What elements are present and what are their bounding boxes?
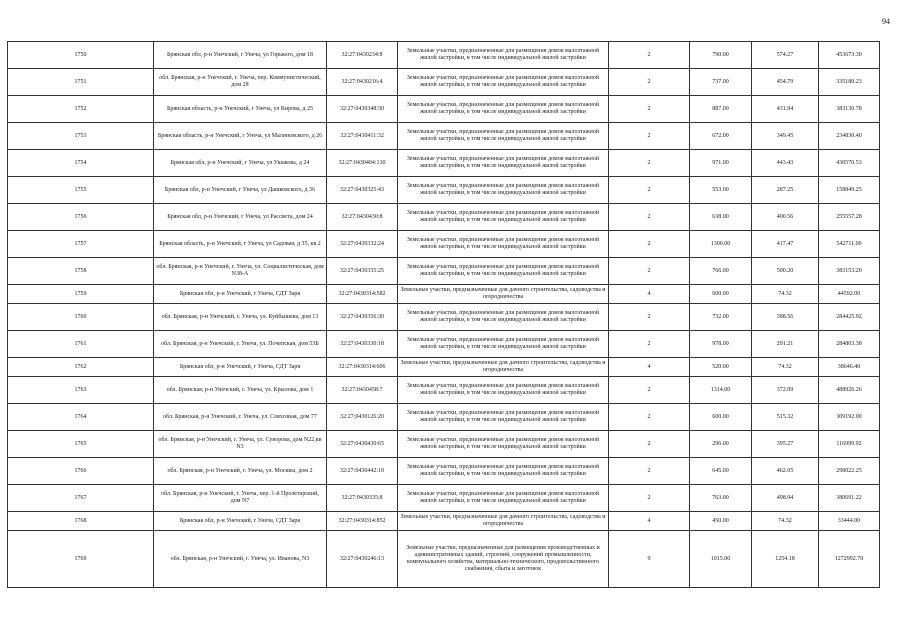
row-number-cell: 1754	[8, 150, 154, 177]
address-cell: обл. Брянская, р-н Унечский, г. Унеча, пер. 1-й Пролетарский, дом N7	[154, 485, 327, 512]
cadastral-value-cell: 430570.53	[819, 150, 880, 177]
area-cell: 645.00	[690, 458, 752, 485]
specific-value-cell: 454.79	[752, 69, 819, 96]
address-cell: Брянская область, р-н Унечский, г Унеча, ул Садовая, д 35, кв 2	[154, 231, 327, 258]
row-number-cell: 1764	[8, 404, 154, 431]
cadastral-value-cell: 284803.38	[819, 331, 880, 358]
table-row	[8, 285, 880, 304]
table-row	[8, 204, 880, 231]
use-group-cell: 2	[609, 458, 690, 485]
area-cell: 296.00	[690, 431, 752, 458]
permitted-use-cell: Земельные участки, предназначенные для размещения домов малоэтажной жилой застройки, в том числе индивидуальной жилой застройки	[398, 304, 609, 331]
cadastral-number-cell: 32:27:0430126:20	[327, 404, 398, 431]
cadastral-value-cell: 158849.25	[819, 177, 880, 204]
table-row	[8, 96, 880, 123]
permitted-use-cell: Земельные участки, предназначенные для размещения домов малоэтажной жилой застройки, в том числе индивидуальной жилой застройки	[398, 42, 609, 69]
address-cell: обл. Брянская, р-н Унечский, г. Унеча, ул. Крылова, дом 1	[154, 377, 327, 404]
permitted-use-cell: Земельные участки, предназначенные для размещения домов малоэтажной жилой застройки, в том числе индивидуальной жилой застройки	[398, 231, 609, 258]
row-number-cell: 1761	[8, 331, 154, 358]
use-group-cell: 2	[609, 404, 690, 431]
use-group-cell: 2	[609, 485, 690, 512]
table-row	[8, 69, 880, 96]
use-group-cell: 2	[609, 258, 690, 285]
permitted-use-cell: Земельные участки, предназначенные для размещения домов малоэтажной жилой застройки, в том числе индивидуальной жилой застройки	[398, 485, 609, 512]
cadastral-value-cell: 335180.23	[819, 69, 880, 96]
use-group-cell: 2	[609, 69, 690, 96]
permitted-use-cell: Земельные участки, предназначенные для размещения домов малоэтажной жилой застройки, в том числе индивидуальной жилой застройки	[398, 331, 609, 358]
permitted-use-cell: Земельные участки, предназначенные для дачного строительства, садоводства и огородничества	[398, 512, 609, 531]
row-number-cell: 1750	[8, 42, 154, 69]
specific-value-cell: 395.27	[752, 431, 819, 458]
row-number-cell: 1752	[8, 96, 154, 123]
cadastral-value-cell: 38646.40	[819, 358, 880, 377]
permitted-use-cell: Земельные участки, предназначенные для размещения домов малоэтажной жилой застройки, в том числе индивидуальной жилой застройки	[398, 431, 609, 458]
address-cell: Брянская область, р-н Унечский, г Унеча, ул Кирова, д 25	[154, 96, 327, 123]
permitted-use-cell: Земельные участки, предназначенные для дачного строительства, садоводства и огородничества	[398, 285, 609, 304]
table-row	[8, 431, 880, 458]
address-cell: обл. Брянская, р-н Унечский, г. Унеча, ул. Совхозная, дом 77	[154, 404, 327, 431]
area-cell: 887.00	[690, 96, 752, 123]
area-cell: 978.00	[690, 331, 752, 358]
permitted-use-cell: Земельные участки, предназначенные для размещения домов малоэтажной жилой застройки, в том числе индивидуальной жилой застройки	[398, 258, 609, 285]
area-cell: 672.00	[690, 123, 752, 150]
table-row	[8, 358, 880, 377]
cadastral-number-cell: 32:27:0430314:606	[327, 358, 398, 377]
address-cell: Брянская обл, р-н Унечский, г Унеча, СДТ Заря	[154, 358, 327, 377]
cadastral-value-cell: 309192.00	[819, 404, 880, 431]
cadastral-number-cell: 32:27:0430314:852	[327, 512, 398, 531]
address-cell: обл. Брянская, р-н Унечский, г. Унеча, пер. Коммунистический, дом 28	[154, 69, 327, 96]
area-cell: 1300.00	[690, 231, 752, 258]
table-row	[8, 150, 880, 177]
specific-value-cell: 515.32	[752, 404, 819, 431]
area-cell: 1314.00	[690, 377, 752, 404]
cadastral-value-cell: 33444.00	[819, 512, 880, 531]
specific-value-cell: 417.47	[752, 231, 819, 258]
cadastral-value-cell: 453673.30	[819, 42, 880, 69]
row-number-cell: 1755	[8, 177, 154, 204]
table-body	[8, 42, 880, 588]
specific-value-cell: 431.94	[752, 96, 819, 123]
table-row	[8, 485, 880, 512]
row-number-cell: 1758	[8, 258, 154, 285]
cadastral-value-cell: 1272992.70	[819, 531, 880, 588]
table-row	[8, 304, 880, 331]
row-number-cell: 1767	[8, 485, 154, 512]
use-group-cell: 2	[609, 304, 690, 331]
address-cell: обл. Брянская, р-н Унечский, г. Унеча, ул. Куйбышева, дом 13	[154, 304, 327, 331]
row-number-cell: 1763	[8, 377, 154, 404]
use-group-cell: 4	[609, 512, 690, 531]
row-number-cell: 1756	[8, 204, 154, 231]
permitted-use-cell: Земельные участки, предназначенные для размещения домов малоэтажной жилой застройки, в том числе индивидуальной жилой застройки	[398, 377, 609, 404]
address-cell: обл. Брянская, р-н Унечский, г. Унеча, ул. Социалистическая, дом N38-А	[154, 258, 327, 285]
area-cell: 766.00	[690, 258, 752, 285]
area-cell: 600.00	[690, 404, 752, 431]
address-cell: Брянская область, р-н Унечский, г Унеча, ул Малиновского, д 26	[154, 123, 327, 150]
permitted-use-cell: Земельные участки, предназначенные для размещения домов малоэтажной жилой застройки, в том числе индивидуальной жилой застройки	[398, 150, 609, 177]
area-cell: 732.00	[690, 304, 752, 331]
row-number-cell: 1757	[8, 231, 154, 258]
cadastral-value-cell: 542711.00	[819, 231, 880, 258]
specific-value-cell: 287.25	[752, 177, 819, 204]
row-number-cell: 1753	[8, 123, 154, 150]
specific-value-cell: 400.56	[752, 204, 819, 231]
address-cell: Брянская обл, р-н Унечский, г Унеча, ул Ушакова, д 24	[154, 150, 327, 177]
cadastral-value-cell: 284425.92	[819, 304, 880, 331]
cadastral-number-cell: 32:27:0430335:8	[327, 485, 398, 512]
use-group-cell: 2	[609, 177, 690, 204]
cadastral-number-cell: 32:27:0430330:18	[327, 331, 398, 358]
use-group-cell: 2	[609, 150, 690, 177]
cadastral-number-cell: 32:27:0430404:130	[327, 150, 398, 177]
use-group-cell: 4	[609, 358, 690, 377]
address-cell: Брянская обл, р-н Унечский, г Унеча, ул Горького, дом 18	[154, 42, 327, 69]
cadastral-value-cell: 44592.00	[819, 285, 880, 304]
use-group-cell: 2	[609, 331, 690, 358]
permitted-use-cell: Земельные участки, предназначенные для размещения домов малоэтажной жилой застройки, в том числе индивидуальной жилой застройки	[398, 96, 609, 123]
use-group-cell: 9	[609, 531, 690, 588]
address-cell: обл. Брянская, р-н Унечский, г. Унеча, ул. Москвы, дом 2	[154, 458, 327, 485]
cadastral-number-cell: 32:27:0430411:32	[327, 123, 398, 150]
row-number-cell: 1769	[8, 531, 154, 588]
specific-value-cell: 1254.18	[752, 531, 819, 588]
area-cell: 638.00	[690, 204, 752, 231]
table-row	[8, 377, 880, 404]
cadastral-value-cell: 234830.40	[819, 123, 880, 150]
specific-value-cell: 500.20	[752, 258, 819, 285]
permitted-use-cell: Земельные участки, предназначенные для размещения производственных и административных зданий, строений, сооружений промышленности, коммунального хозяйства, материально-технического, продовольственного снабжения, сбыта и заготовок	[398, 531, 609, 588]
cadastral-value-cell: 255557.28	[819, 204, 880, 231]
cadastral-number-cell: 32:27:0430430:8	[327, 204, 398, 231]
address-cell: обл. Брянская, р-н Унечский, г. Унеча, ул. Суворова, дом N22,кв N3	[154, 431, 327, 458]
cadastral-number-cell: 32:27:0430216:4	[327, 69, 398, 96]
area-cell: 450.00	[690, 512, 752, 531]
area-cell: 520.00	[690, 358, 752, 377]
area-cell: 1015.00	[690, 531, 752, 588]
permitted-use-cell: Земельные участки, предназначенные для размещения домов малоэтажной жилой застройки, в том числе индивидуальной жилой застройки	[398, 204, 609, 231]
cadastral-number-cell: 32:27:0430246:13	[327, 531, 398, 588]
cadastral-number-cell: 32:27:0430234:8	[327, 42, 398, 69]
specific-value-cell: 498.94	[752, 485, 819, 512]
cadastral-number-cell: 32:27:0430442:10	[327, 458, 398, 485]
table-row	[8, 458, 880, 485]
table-row	[8, 177, 880, 204]
specific-value-cell: 291.21	[752, 331, 819, 358]
specific-value-cell: 349.45	[752, 123, 819, 150]
specific-value-cell: 74.32	[752, 358, 819, 377]
use-group-cell: 2	[609, 231, 690, 258]
use-group-cell: 2	[609, 431, 690, 458]
specific-value-cell: 372.09	[752, 377, 819, 404]
area-cell: 600.00	[690, 285, 752, 304]
permitted-use-cell: Земельные участки, предназначенные для размещения домов малоэтажной жилой застройки, в том числе индивидуальной жилой застройки	[398, 123, 609, 150]
cadastral-value-cell: 488926.26	[819, 377, 880, 404]
address-cell: Брянская обл, р-н Унечский, г Унеча, СДТ Заря	[154, 285, 327, 304]
cadastral-value-cell: 380691.22	[819, 485, 880, 512]
table-row	[8, 404, 880, 431]
row-number-cell: 1768	[8, 512, 154, 531]
row-number-cell: 1766	[8, 458, 154, 485]
cadastral-value-cell: 383153.20	[819, 258, 880, 285]
use-group-cell: 2	[609, 123, 690, 150]
cadastral-value-cell: 116999.92	[819, 431, 880, 458]
row-number-cell: 1765	[8, 431, 154, 458]
address-cell: обл. Брянская, р-н Унечский, г. Унеча, ул. Иванова, N3	[154, 531, 327, 588]
use-group-cell: 4	[609, 285, 690, 304]
area-cell: 971.00	[690, 150, 752, 177]
permitted-use-cell: Земельные участки, предназначенные для размещения домов малоэтажной жилой застройки, в том числе индивидуальной жилой застройки	[398, 69, 609, 96]
cadastral-number-cell: 32:27:0430314:582	[327, 285, 398, 304]
cadastral-number-cell: 32:27:0430325:43	[327, 177, 398, 204]
permitted-use-cell: Земельные участки, предназначенные для дачного строительства, садоводства и огородничества	[398, 358, 609, 377]
cadastral-value-cell: 383130.78	[819, 96, 880, 123]
cadastral-number-cell: 32:27:0430332:24	[327, 231, 398, 258]
table-row	[8, 331, 880, 358]
area-cell: 737.00	[690, 69, 752, 96]
cadastral-number-cell: 32:27:0430348:30	[327, 96, 398, 123]
address-cell: Брянская обл, р-н Унечский, г Унеча, СДТ Заря	[154, 512, 327, 531]
table-row	[8, 531, 880, 588]
permitted-use-cell: Земельные участки, предназначенные для размещения домов малоэтажной жилой застройки, в том числе индивидуальной жилой застройки	[398, 404, 609, 431]
table-row	[8, 123, 880, 150]
table-row	[8, 42, 880, 69]
cadastral-number-cell: 32:27:0430335:25	[327, 258, 398, 285]
row-number-cell: 1762	[8, 358, 154, 377]
use-group-cell: 2	[609, 204, 690, 231]
page-number: 94	[882, 17, 890, 26]
specific-value-cell: 462.05	[752, 458, 819, 485]
address-cell: Брянская обл, р-н Унечский, г Унеча, ул Рассвета, дом 24	[154, 204, 327, 231]
cadastral-number-cell: 32:27:0430458:7	[327, 377, 398, 404]
area-cell: 790.00	[690, 42, 752, 69]
address-cell: обл. Брянская, р-н Унечский, г. Унеча, ул. Почепская, дом 53Б	[154, 331, 327, 358]
cadastral-number-cell: 32:27:0430430:65	[327, 431, 398, 458]
table-row	[8, 258, 880, 285]
table-row	[8, 231, 880, 258]
specific-value-cell: 74.32	[752, 512, 819, 531]
table-row	[8, 512, 880, 531]
area-cell: 553.00	[690, 177, 752, 204]
specific-value-cell: 388.56	[752, 304, 819, 331]
use-group-cell: 2	[609, 42, 690, 69]
permitted-use-cell: Земельные участки, предназначенные для размещения домов малоэтажной жилой застройки, в том числе индивидуальной жилой застройки	[398, 177, 609, 204]
area-cell: 763.00	[690, 485, 752, 512]
land-registry-table	[7, 41, 880, 588]
specific-value-cell: 74.32	[752, 285, 819, 304]
row-number-cell: 1760	[8, 304, 154, 331]
row-number-cell: 1751	[8, 69, 154, 96]
specific-value-cell: 443.43	[752, 150, 819, 177]
cadastral-value-cell: 298022.25	[819, 458, 880, 485]
specific-value-cell: 574.27	[752, 42, 819, 69]
cadastral-number-cell: 32:27:0430356:30	[327, 304, 398, 331]
address-cell: Брянская обл, р-н Унечский, г Унеча, ул Дашковского, д 36	[154, 177, 327, 204]
use-group-cell: 2	[609, 377, 690, 404]
row-number-cell: 1759	[8, 285, 154, 304]
permitted-use-cell: Земельные участки, предназначенные для размещения домов малоэтажной жилой застройки, в том числе индивидуальной жилой застройки	[398, 458, 609, 485]
use-group-cell: 2	[609, 96, 690, 123]
